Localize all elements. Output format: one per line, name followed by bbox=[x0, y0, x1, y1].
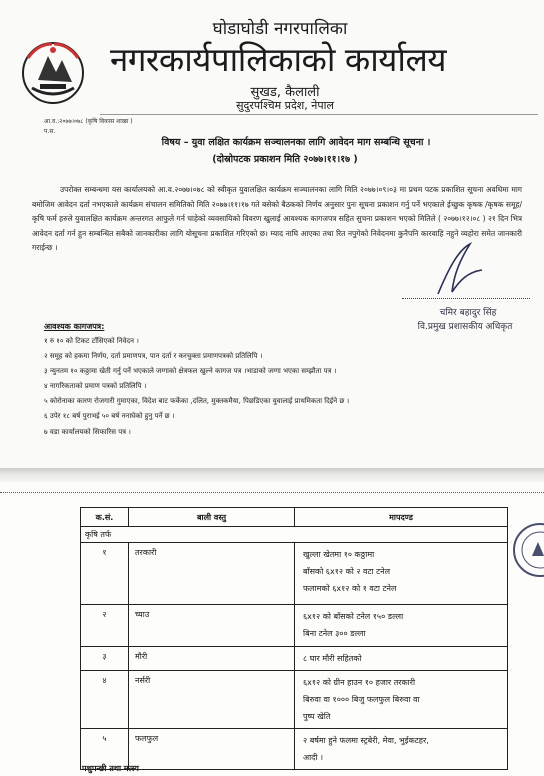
criteria-table bbox=[80, 507, 508, 770]
handwritten-signature bbox=[430, 240, 490, 300]
municipality-name: घोडाघोडी नगरपालिका bbox=[212, 19, 348, 39]
document-item: २ समूह को हकमा निर्णय, दर्ता प्रमाणपत्र, पान दर्ता र करचुक्ता प्रमाणपत्रको प्रतिलिपि । bbox=[44, 352, 263, 361]
document-item: ६ उपेर १८ बर्ष पुराभई ५० बर्ष ननाघेको हुनु पर्ने छ । bbox=[44, 412, 175, 421]
document-item: ७ वडा कार्यालयको सिफारिस पत्र । bbox=[44, 427, 131, 436]
subject-title: विषय – युवा लक्षित कार्यक्रम सञ्चालनका लागि आवेदन माग सम्बन्धि सूचना । bbox=[161, 137, 431, 148]
header-serial: क.सं. bbox=[81, 508, 129, 527]
fiscal-reference: आ.व.:२०७७।०७८ (कृषि विकास शाखा ) bbox=[44, 118, 133, 125]
table-row bbox=[81, 729, 508, 770]
document-item: १ रु १० को टिकट टाँसिएको निवेदन । bbox=[44, 337, 139, 345]
letter-number: प.स. bbox=[44, 128, 56, 135]
signatory-name: चमिर बहादुर सिंह bbox=[439, 308, 497, 318]
document-item: ५ कोरोनाका कारण रोजगारी गुमाएका, विदेश बाट फर्केका ,दलित, मुक्तकमैया, पिछडिएका युवालाई प्राथमिकता दिईने छ । bbox=[44, 397, 350, 406]
row-crop: तरकारी bbox=[129, 543, 295, 605]
row-serial: ३ bbox=[81, 647, 129, 671]
criteria-line: बिरुवा वा १००० बिजु फलफुल बिरुवा वा bbox=[303, 695, 420, 704]
subject-subtitle: (दोस्रोपटक प्रकाशन मिति २०७७।११।१७ ) bbox=[212, 154, 358, 165]
criteria-line: ६x१२ को ग्रीन हाउन १० हजार तरकारी bbox=[303, 678, 416, 687]
row-crop: नर्सरी bbox=[129, 671, 295, 729]
row-serial: १ bbox=[81, 543, 129, 605]
row-serial: ५ bbox=[81, 729, 129, 770]
table-row bbox=[81, 543, 508, 605]
criteria-line: बिना टनेल ३०० डल्ला bbox=[303, 629, 366, 638]
criteria-line: ६x१२ को बाँसको टनेल १५० डल्ला bbox=[303, 612, 404, 621]
signature-line bbox=[402, 298, 530, 299]
section-livestock-fisheries: पशुपन्छी तथा मत्स्य bbox=[82, 764, 139, 773]
section-agriculture: कृषि तर्फ bbox=[81, 527, 508, 543]
criteria-line: २ बर्षमा हुने फलमा स्ट्रबेरी, मेवा, भुईकटहर, bbox=[303, 736, 429, 745]
office-location: सुखड, कैलाली bbox=[250, 85, 320, 100]
criteria-line: ८ घार मौरी सहितको bbox=[303, 654, 362, 663]
page-edge bbox=[0, 492, 544, 493]
notice-body: उपरोक्त सम्बन्धमा यस कार्यालयको आ.व.२०७७।०७८ को स्वीकृत युवालक्षित कार्यक्रम सञ्चालनका लागि मिति २०७७।०९।०३ मा प्रथम पटक प्रकाशित सूचना अवधिमा माग बमोजिम आवेदन दर्ता नभएकाले कार्यक्रम संचालन समितिको मिति २०७७।११।१७ गते बसेको बैठकको निर्णय अनुसार पुनः सूचना प्रकाशन गर्नु पर्ने भएकाले ईच्छुक कृषक /कृषक समूह/कृषि फर्म हरुले युवालक्षित कार्यक्रम अन्तरगत आफुले गर्न चाहेको व्यवसायिको विवरण खुलाई आवश्यक कागजपत्र सहित सुचना प्रकाशन भएको मितिले ( २०७७।१२।०८ ) २१ दिन भित्र आवेदन दर्ता गर्न हुन सम्बन्धित सबैको जानकारीका लागि योसूचना प्रकाशित गरिएको छ। म्याद नाघि आएका तथा रित नपुगेको निवेदनमा कुनैपनि कारवाहि नहुने व्यहोरा समेत जानकारी गराईन्छ । bbox=[32, 185, 522, 253]
row-criteria bbox=[295, 729, 508, 770]
criteria-line: आदी । bbox=[303, 753, 324, 762]
page-fold-shadow bbox=[0, 468, 544, 482]
province-name: सुदुरपश्चिम प्रदेश, नेपाल bbox=[236, 99, 334, 112]
row-serial: ४ bbox=[81, 671, 129, 729]
office-name: नगरकार्यपालिकाको कार्यालय bbox=[110, 40, 446, 79]
required-documents-list bbox=[44, 334, 514, 440]
table-row bbox=[81, 605, 508, 647]
table-header-row bbox=[81, 508, 508, 527]
table-section-row bbox=[81, 527, 508, 543]
header-criteria: मापदण्ड bbox=[295, 508, 508, 527]
document-item: ४ नागरिकताको प्रमाण पत्रको प्रतिलिपि । bbox=[44, 382, 147, 391]
row-criteria bbox=[295, 647, 508, 671]
nepal-emblem-logo bbox=[18, 38, 88, 106]
row-serial: २ bbox=[81, 605, 129, 647]
row-crop: मौरी bbox=[129, 647, 295, 671]
table-row bbox=[81, 671, 508, 729]
criteria-line: पुष्प खेति bbox=[303, 712, 331, 721]
document-item: ३ न्युनतम १० कठ्ठामा खेती गर्नु पर्ने भएकाले जग्गाको क्षेत्रफल खुल्ने कागज पत्र ।भाडाको जग्गा भएका सम्झौता पत्र । bbox=[44, 367, 337, 376]
row-criteria bbox=[295, 543, 508, 605]
office-stamp bbox=[510, 512, 544, 588]
criteria-line: फलामको ६x१२ को १ वटा टनेल bbox=[303, 584, 397, 593]
required-documents-heading: आवश्यक कागजपत्र: bbox=[44, 322, 105, 331]
row-crop: फलफुल bbox=[129, 729, 295, 770]
header-divider bbox=[100, 114, 538, 115]
row-criteria bbox=[295, 605, 508, 647]
signatory-title: वि.प्रमुख प्रशासकीय अधिकृत bbox=[417, 322, 513, 332]
criteria-line: बाँसको ६x१२ को २ वटा टनेल bbox=[303, 567, 391, 576]
header-crop: बाली वस्तु bbox=[129, 508, 295, 527]
criteria-line: खुल्ला खेतमा १० कठ्ठामा bbox=[303, 550, 375, 559]
table-row bbox=[81, 647, 508, 671]
row-criteria bbox=[295, 671, 508, 729]
row-crop: च्याउ bbox=[129, 605, 295, 647]
